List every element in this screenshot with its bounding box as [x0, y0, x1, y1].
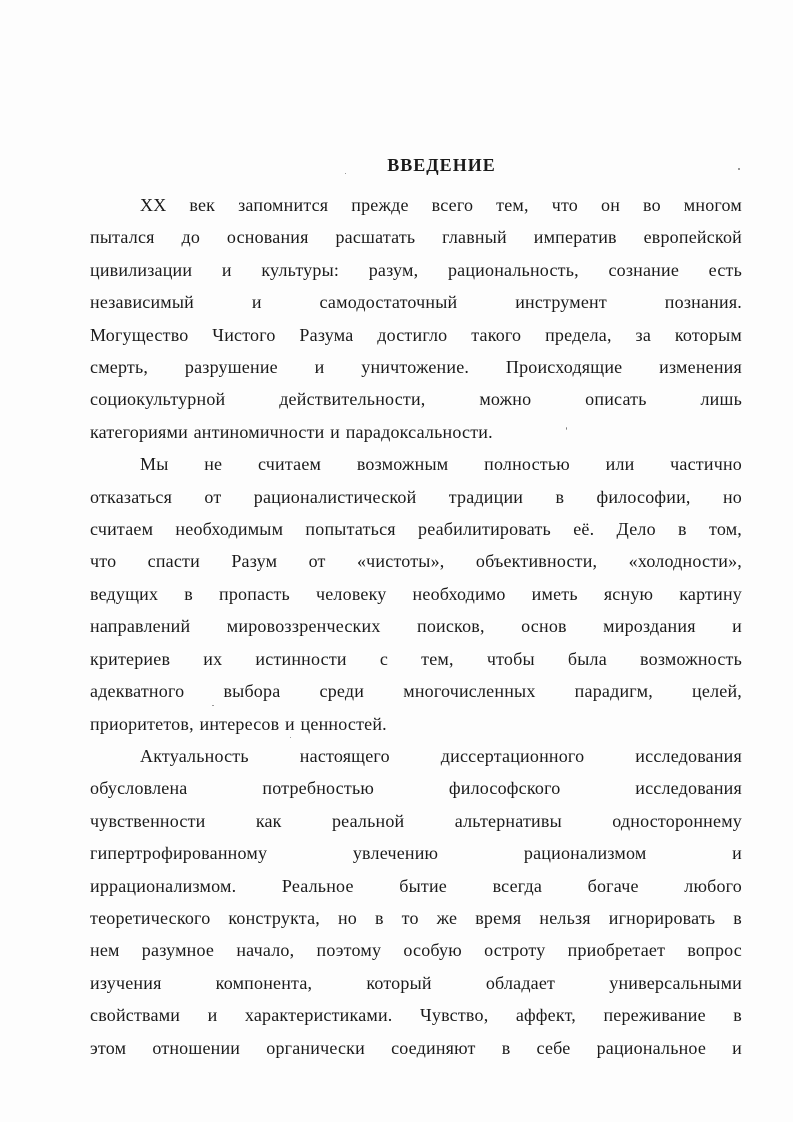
text-line: смерть, разрушение и уничтожение. Происходящие изменения [90, 357, 742, 378]
document-body [90, 189, 742, 1064]
text-line: критериев их истинности с тем, чтобы была возможность [90, 648, 742, 669]
text-line: независимый и самодостаточный инструмент познания. [90, 292, 742, 313]
page-title [0, 155, 793, 176]
text-line: этом отношении органически соединяют в себе рациональное и [90, 1037, 742, 1058]
scan-speck [290, 737, 291, 738]
scan-speck [566, 427, 567, 430]
text-line: чувственности как реальной альтернативы одностороннему [90, 810, 742, 831]
text-line: цивилизации и культуры: разум, рациональность, сознание есть [90, 259, 742, 280]
text-line: обусловлена потребностью философского исследования [90, 778, 742, 799]
scan-speck [738, 168, 740, 170]
text-line: иррационализмом. Реальное бытие всегда богаче любого [90, 875, 742, 896]
text-line: гипертрофированному увлечению рационализмом и [90, 843, 742, 864]
scan-speck [212, 705, 214, 706]
title-text: ВВЕДЕНИЕ [387, 155, 496, 175]
scan-speck [345, 173, 346, 174]
text-line: изучения компонента, который обладает универсальными [90, 972, 742, 993]
text-line: социокультурной действительности, можно описать лишь [90, 389, 742, 410]
text-line: пытался до основания расшатать главный императив европейской [90, 227, 742, 248]
text-line: ведущих в пропасть человеку необходимо иметь ясную картину [90, 583, 742, 604]
paragraph-3 [90, 740, 742, 1064]
paragraph-1 [90, 189, 742, 448]
text-line: направлений мировоззренческих поисков, основ мироздания и [90, 616, 742, 637]
text-line: теоретического конструкта, но в то же время нельзя игнорировать в [90, 907, 742, 928]
paragraph-2 [90, 448, 742, 740]
text-line: Актуальность настоящего диссертационного исследования [140, 745, 742, 766]
text-line: Могущество Чистого Разума достигло такого предела, за которым [90, 324, 742, 345]
text-line: считаем необходимым попытаться реабилитировать её. Дело в том, [90, 519, 742, 540]
text-line: нем разумное начало, поэтому особую остроту приобретает вопрос [90, 940, 742, 961]
text-line: Мы не считаем возможным полностью или частично [140, 454, 742, 475]
text-line: отказаться от рационалистической традиции в философии, но [90, 486, 742, 507]
text-line: XX век запомнится прежде всего тем, что он во многом [140, 195, 742, 215]
text-line: приоритетов, интересов и ценностей. [90, 713, 387, 734]
text-line: что спасти Разум от «чистоты», объективности, «холодности», [90, 551, 742, 572]
text-line: адекватного выбора среди многочисленных парадигм, целей, [90, 681, 742, 702]
text-line: категориями антиномичности и парадоксальности. [90, 421, 493, 442]
text-line: свойствами и характеристиками. Чувство, аффект, переживание в [90, 1005, 742, 1026]
